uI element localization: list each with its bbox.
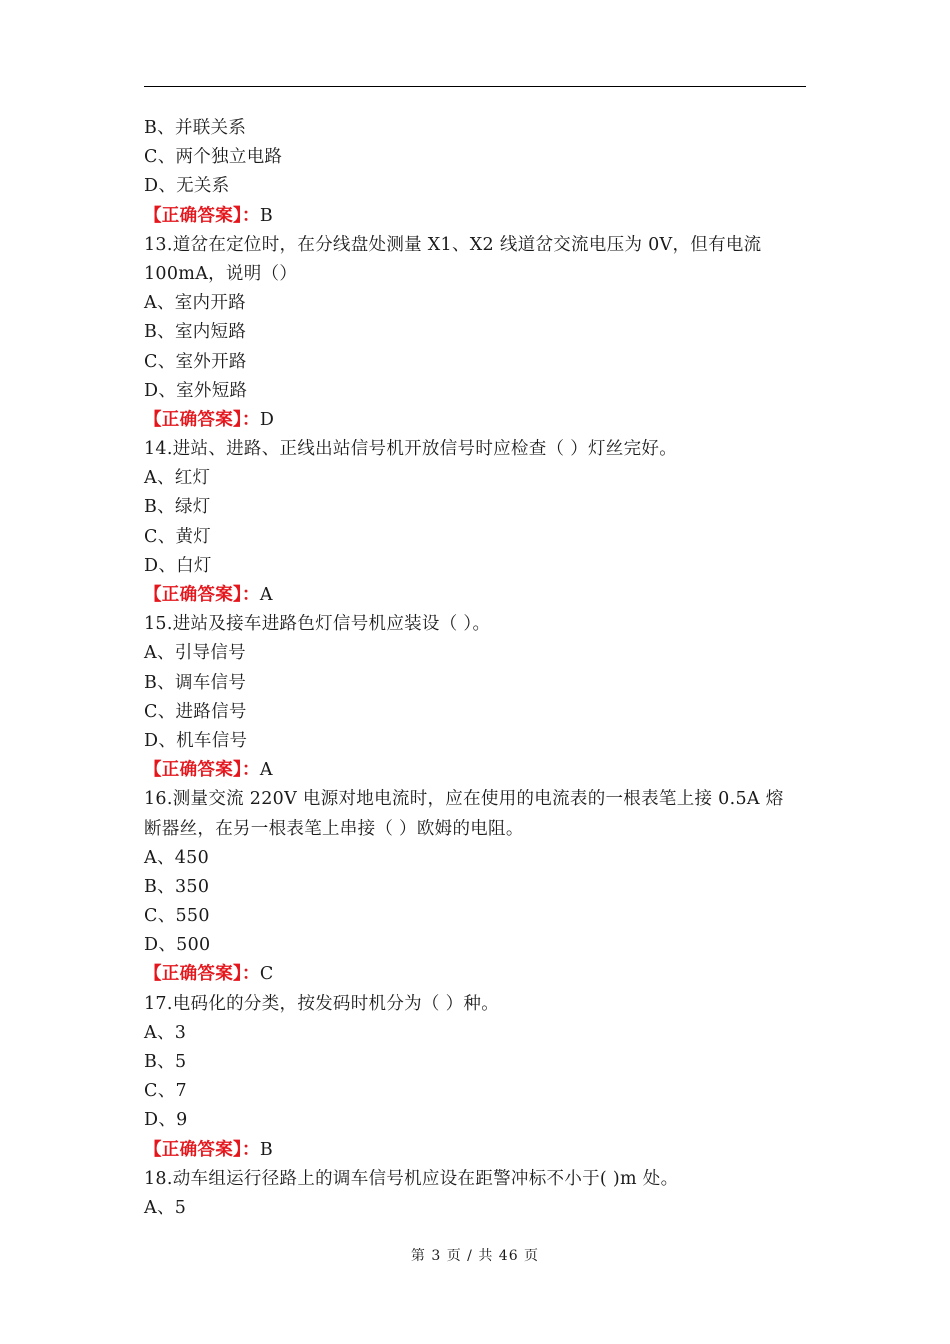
option-text: B、350 bbox=[144, 876, 210, 897]
option-text: A、3 bbox=[144, 1022, 187, 1043]
answer-line bbox=[144, 756, 808, 785]
answer-label: 【正确答案】： bbox=[144, 760, 260, 781]
answer-line bbox=[144, 202, 808, 231]
answer-label: 【正确答案】： bbox=[144, 964, 260, 985]
option-text: A、5 bbox=[144, 1197, 187, 1218]
document-body bbox=[144, 114, 808, 1223]
option-text: D、白灯 bbox=[144, 555, 212, 576]
option-text: A、室内开路 bbox=[144, 293, 246, 314]
option-text: A、红灯 bbox=[144, 468, 211, 489]
header-divider bbox=[144, 86, 806, 87]
question-text: 18.动车组运行径路上的调车信号机应设在距警冲标不小于( )m 处。 bbox=[144, 1168, 679, 1189]
option-text: A、引导信号 bbox=[144, 643, 246, 664]
answer-label: 【正确答案】： bbox=[144, 205, 260, 226]
answer-value: D bbox=[259, 409, 275, 430]
page-footer: 第 3 页 / 共 46 页 bbox=[410, 1248, 540, 1264]
option-text: A、450 bbox=[144, 847, 210, 868]
option-text: B、调车信号 bbox=[144, 672, 247, 693]
option-text: C、7 bbox=[144, 1081, 187, 1102]
option-text: B、并联关系 bbox=[144, 118, 247, 138]
option-text: D、500 bbox=[144, 935, 211, 956]
answer-label: 【正确答案】： bbox=[144, 409, 260, 430]
option-text: C、黄灯 bbox=[144, 526, 212, 547]
option-text: D、机车信号 bbox=[144, 730, 248, 751]
question-text: 100mA，说明（） bbox=[144, 263, 298, 284]
answer-value: A bbox=[259, 585, 273, 605]
option-text: C、室外开路 bbox=[144, 351, 247, 372]
question-text: 断器丝，在另一根表笔上串接（ ）欧姆的电阻。 bbox=[144, 818, 524, 839]
option-text: B、5 bbox=[144, 1052, 187, 1072]
answer-label: 【正确答案】： bbox=[144, 585, 260, 605]
option-text: B、室内短路 bbox=[144, 322, 247, 343]
option-text: B、绿灯 bbox=[144, 497, 211, 518]
option-text: C、550 bbox=[144, 906, 210, 927]
option-text: D、9 bbox=[144, 1110, 188, 1131]
question-text: 16.测量交流 220V 电源对地电流时，应在使用的电流表的一根表笔上接 0.5A 熔 bbox=[144, 789, 784, 810]
answer-line bbox=[144, 406, 808, 435]
answer-label: 【正确答案】： bbox=[144, 1139, 260, 1160]
question-text: 14.进站、进路、正线出站信号机开放信号时应检查（ ）灯丝完好。 bbox=[144, 439, 677, 460]
question-text: 13.道岔在定位时，在分线盘处测量 X1、X2 线道岔交流电压为 0V，但有电流 bbox=[144, 234, 762, 255]
answer-value: B bbox=[259, 1139, 274, 1160]
answer-line bbox=[144, 581, 808, 610]
option-text: D、无关系 bbox=[144, 176, 230, 197]
option-text: C、进路信号 bbox=[144, 701, 247, 722]
question-text: 15.进站及接车进路色灯信号机应装设（ ）。 bbox=[144, 614, 491, 635]
answer-line bbox=[144, 1136, 808, 1165]
answer-value: A bbox=[259, 760, 273, 781]
option-text: C、两个独立电路 bbox=[144, 147, 283, 168]
answer-value: B bbox=[259, 205, 274, 226]
answer-line bbox=[144, 960, 808, 989]
answer-value: C bbox=[259, 964, 274, 985]
option-text: D、室外短路 bbox=[144, 380, 248, 401]
question-text: 17.电码化的分类，按发码时机分为（ ）种。 bbox=[144, 993, 499, 1014]
